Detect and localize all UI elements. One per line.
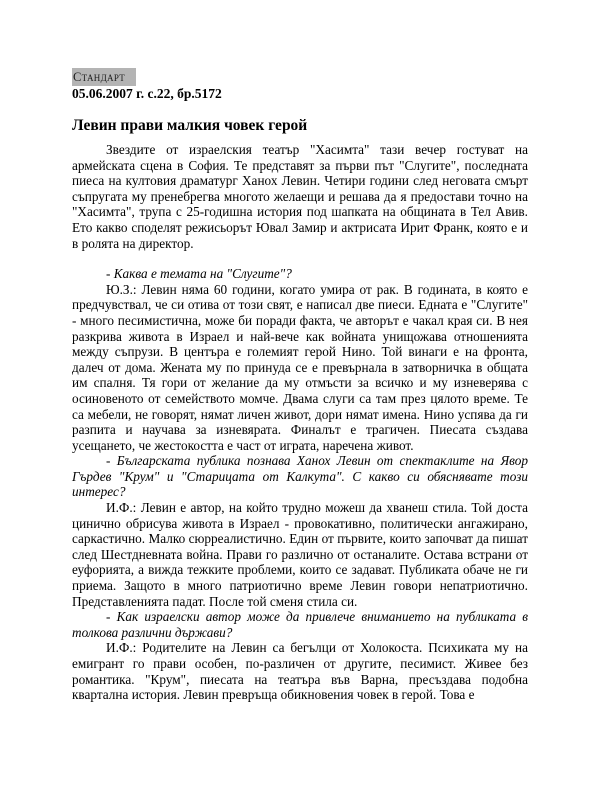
article-body xyxy=(72,142,528,703)
publication-name: Стандарт xyxy=(73,70,126,84)
article-title: Левин прави малкия човек герой xyxy=(72,117,308,134)
publication-logo xyxy=(72,68,136,86)
question-1: - Каква е темата на "Слугите"? xyxy=(106,266,292,282)
publication-meta: 05.06.2007 г. с.22, бр.5172 xyxy=(72,86,222,101)
question-2: - Българската публика познава Ханох Левин от спектаклите на Явор Гърдев "Крум" и "Старицата от Калкута". С какво си обяснявате този интерес? xyxy=(72,453,528,500)
answer-3: И.Ф.: Родителите на Левин са бегълци от Холокоста. Психиката му на емигрант го прави особен, по-различен от другите, песимист. Живее без романтика. "Крум", пиесата на театъра във Варна, пресъздава подобна квартална история. Левин превръща обикновения човек в герой. Това е xyxy=(72,640,528,703)
answer-2: И.Ф.: Левин е автор, на който трудно можеш да хванеш стила. Той доста цинично обрисува живота в Израел - провокативно, политически ангажирано, саркастично. Малко сюрреалистично. Един от първите, които започват да пишат след Шестдневната война. Прави го различно от останалите. Остава встрани от еуфорията, а вижда тежките проблеми, които се задават. Публиката обаче не ги приема. Защото в много патриотично време Левин говори непатриотично. Представленията падат. После той сменя стила си. xyxy=(72,500,528,609)
answer-1: Ю.З.: Левин няма 60 години, когато умира от рак. В годината, в която е предчувствал, че си отива от този свят, е написал две пиеси. Едната е "Слугите" - много песимистична, може би поради факта, че авторът е чакал края си. В нея разкрива живота в Израел и най-вече как войната унищожава отношенията между съпрузи. В центъра е големият герой Нино. Той винаги е на фронта, далеч от дома. Жената му по принуда се е превърнала в затворничка в общата им спалня. Тя гори от желание да му отмъсти за всичко и му изневерява с осиновеното от семейството момче. Двама слуги са там през цялото време. Те са мебели, не говорят, нямат личен живот, дори нямат имена. Нино успява да ги разпита и научава за изневярата. Финалът е трагичен. Пиесата създава усещането, че жестокостта е част от играта, наречена живот. xyxy=(72,281,528,453)
paragraph-intro: Звездите от израелския театър "Хасимта" тази вечер гостуват на армейската сцена в София. Те представят за първи път "Слугите", последната пиеса на култовия драматург Ханох Левин. Четири години след неговата смърт съпругата му пренебрегва многото желаещи и решава да я предостави точно на "Хасимта", трупа с 25-годишна история под шапката на общината в Тел Авив. Ето какво споделят режисьорът Ювал Замир и актрисата Ирит Франк, която е и в ролята на директор. xyxy=(72,142,528,251)
question-3: - Как израелски автор може да привлече вниманието на публиката в толкова различни държави? xyxy=(72,609,528,640)
